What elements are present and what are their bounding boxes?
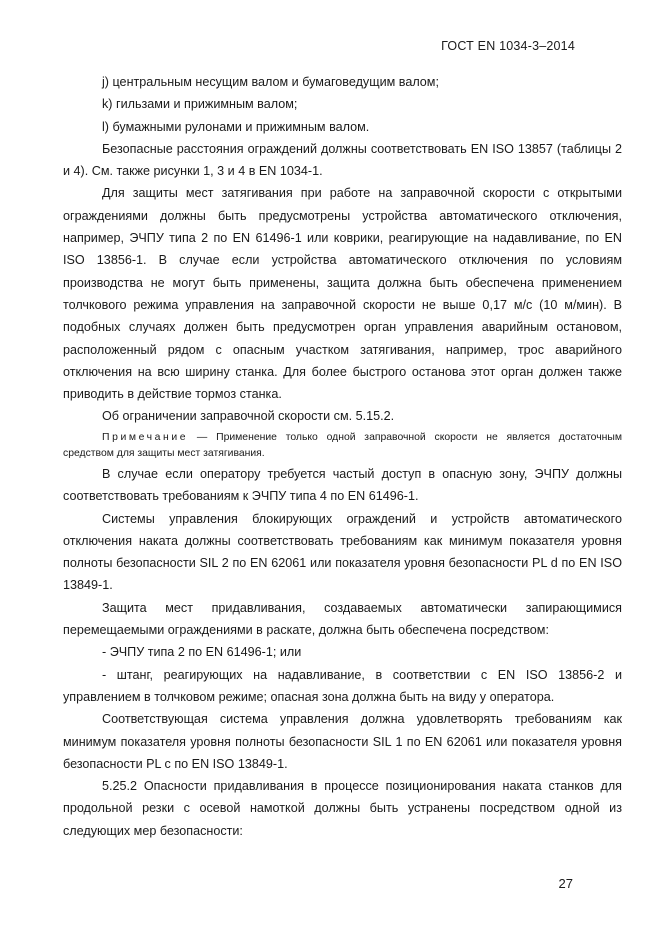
paragraph-nip-protection: Для защиты мест затягивания при работе на заправочной скорости с открытыми ограждениями должны быть предусмотрены устройства автоматического отключения, например, ЭЧПУ типа 2 по EN 61496-1 или коврики, реагирующие на надавливание, по EN ISO 13856-1. В случае если устройства автоматического отключения по условиям производства не могут быть применены, защита должна быть обеспечена применением толчкового режима управления на заправочной скорости не выше 0,17 м/с (10 м/мин). В подобных случаях должен быть предусмотрен орган управления аварийным остановом, расположенный рядом с опасным участком затягивания, например, трос аварийного отключения на всю ширину станка. Для более быстрого останова этот орган должен также приводить в действие тормоз станка.	[63, 186, 622, 402]
section-5-25-2: 5.25.2 Опасности придавливания в процессе позиционирования наката станков для продольной резки с осевой намоткой должны быть устранены посредством одной из следующих мер безопасности:	[63, 779, 622, 838]
page-number: 27	[558, 876, 573, 891]
paragraph-speed-limit-ref: Об ограничении заправочной скорости см. 5.15.2.	[102, 409, 395, 424]
note-text: — Применение только одной заправочной скорости не является достаточным средством для защиты мест затягивания.	[63, 431, 622, 460]
note	[63, 430, 622, 463]
paragraph-frequent-access: В случае если оператору требуется частый доступ в опасную зону, ЭЧПУ должны соответствовать требованиям к ЭЧПУ типа 4 по EN 61496-1.	[63, 466, 622, 504]
document-body	[63, 71, 622, 842]
paragraph-safety-distances: Безопасные расстояния ограждений должны соответствовать EN ISO 13857 (таблицы 2 и 4). См. также рисунки 1, 3 и 4 в EN 1034-1.	[63, 141, 622, 179]
list-item-dash-2: - штанг, реагирующих на надавливание, в соответствии с EN ISO 13856-2 и управлением в толчковом режиме; опасная зона должна быть на виду у оператора.	[63, 667, 622, 704]
note-label: Примечание	[102, 431, 189, 443]
paragraph-control-systems: Системы управления блокирующих ограждений и устройств автоматического отключения наката должны соответствовать требованиям как минимум показателя уровня полноты безопасности SIL 2 по EN 62061 или показателя уровня безопасности PL d по EN ISO 13849-1.	[63, 511, 622, 593]
list-item-j: j) центральным несущим валом и бумаговедущим валом;	[102, 75, 439, 89]
list-item-dash-1: - ЭЧПУ типа 2 по EN 61496-1; или	[102, 645, 302, 660]
list-item-k: k) гильзами и прижимным валом;	[102, 97, 298, 112]
list-item-l: l) бумажными рулонами и прижимным валом.	[102, 119, 370, 134]
standard-header: ГОСТ EN 1034-3–2014	[441, 39, 575, 53]
paragraph-crush-protection: Защита мест придавливания, создаваемых автоматически запирающимися перемещаемыми ограждениями в раскате, должна быть обеспечена посредством:	[63, 600, 622, 638]
paragraph-control-requirements: Соответствующая система управления должна удовлетворять требованиям как минимум показателя уровня полноты безопасности SIL 1 по EN 62061 или показателя уровня безопасности PL c по EN ISO 13849-1.	[63, 712, 622, 771]
